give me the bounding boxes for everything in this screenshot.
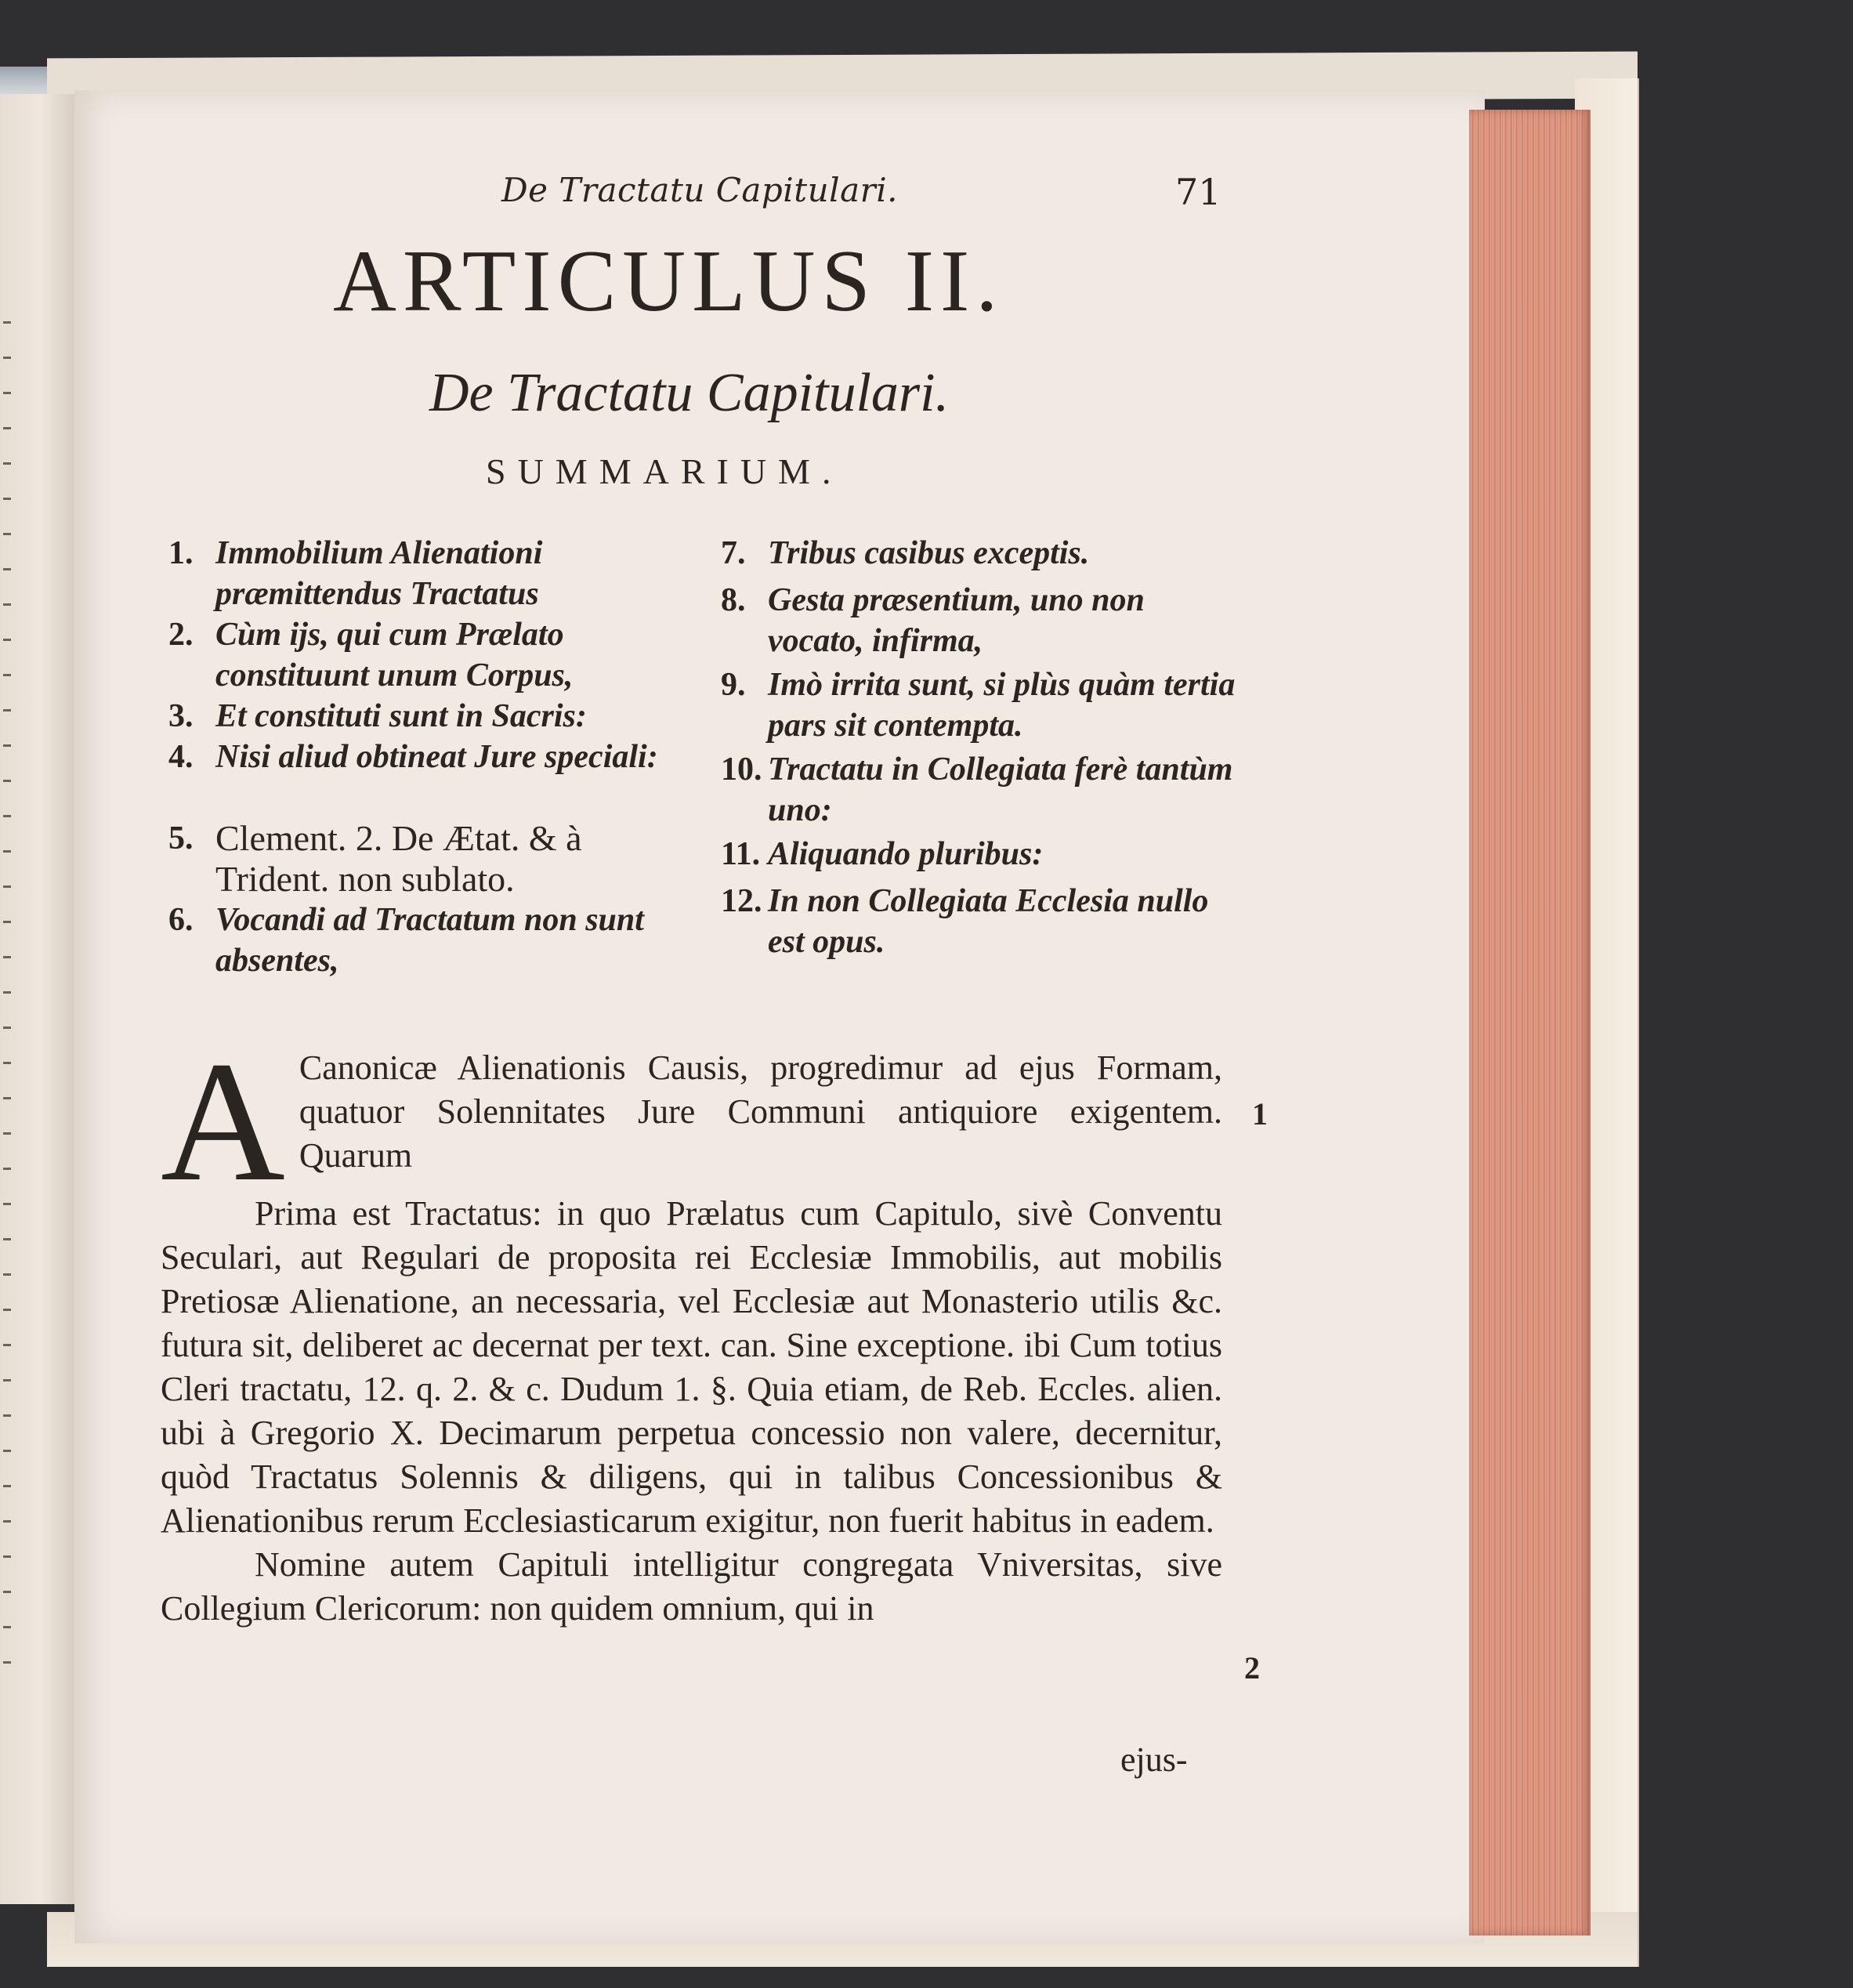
catchword: ejus- [1120,1740,1188,1779]
paragraph-text: Prima est Tractatus: in quo Prælatus cum Capitulo, sivè Conventu Seculari, aut Regulari de proposita rei Ecclesiæ Immobilis, aut mobilis Pretiosæ Alienatione, an necessaria, vel Ecclesiæ aut Monasterio utilis &c. futura sit, deliberet ac decernat per text. can. Sine exceptione. ibi Cum totius Cleri tractatu, 12. q. 2. & c. Dudum 1. §. Quia etiam, de Reb. Eccles. alien. ubi à Gregorio X. Decimarum perpetua concessio non valere, decernitur, quòd Tractatus Solennis & diligens, qui in talibus Concessionibus & Alienationibus rerum Ecclesiasticarum exigitur, non fuerit habitus in eadem. [161,1194,1222,1540]
summary-number: 5. [168,820,194,856]
summary-number: 12. [721,883,762,919]
summary-text: Clement. 2. De Ætat. & à Trident. non sublato. [215,818,582,899]
summary-item [168,696,682,737]
summary-text: Aliquando pluribus: [768,836,1044,872]
summary-column-right [721,533,1238,965]
summary-item [168,818,682,900]
summary-number: 8. [721,582,746,618]
paragraph [161,1192,1222,1543]
summary-item [721,834,1238,881]
summary-item [168,900,682,981]
summary-item [168,533,682,614]
summary-text: Vocandi ad Tractatum non sunt absentes, [215,902,644,979]
summary-item [721,580,1238,664]
running-head: De Tractatu Capitulari. [501,171,898,209]
summary-number: 9. [721,667,746,703]
summary-item [168,614,682,696]
main-text [161,1026,1222,1631]
summary-text: Nisi aliud obtineat Jure speciali: [215,739,658,775]
page-number: 71 [1175,171,1221,213]
summary-number: 4. [168,739,194,775]
left-page-edge [0,94,77,1904]
summary-heading: SUMMARIUM. [486,451,843,491]
summary-number: 10. [721,751,762,788]
summary-item [168,737,682,818]
summary-text: In non Collegiata Ecclesia nullo est opus. [768,883,1209,960]
summary-text: Gesta præsentium, uno non vocato, infirma, [768,582,1145,659]
summary-text: Tractatu in Collegiata ferè tantùm uno: [768,751,1233,828]
summary-number: 7. [721,535,746,571]
article-subtitle: De Tractatu Capitulari. [429,363,950,423]
paragraph-text: Canonicæ Alienationis Causis, progredimur ad ejus Formam, quatuor Solennitates Jure Communi antiquiore exigentem. Quarum [299,1048,1222,1175]
summary-item [721,664,1238,749]
drop-cap: A [161,1026,285,1217]
left-page-show-through [3,321,14,1849]
summary-text: Immobilium Alienationi præmittendus Tractatus [215,535,543,612]
summary-text: Et constituti sunt in Sacris: [215,698,587,734]
paragraph-opening [161,1026,1222,1217]
margin-number: 2 [1244,1650,1260,1686]
summary-item [721,881,1238,965]
summary-number: 2. [168,617,194,653]
summary-text: Imò irrita sunt, si plùs quàm tertia pars sit contempta. [768,667,1236,744]
summary-item [721,749,1238,834]
summary-number: 3. [168,698,194,734]
summary-number: 1. [168,535,194,571]
summary-text: Cùm ijs, qui cum Prælato constituunt unum Corpus, [215,617,574,693]
summary-item [721,533,1238,580]
summary-column-left [168,533,682,981]
margin-number: 1 [1252,1096,1268,1132]
summary-number: 6. [168,902,194,938]
paragraph-text: Nomine autem Capituli intelligitur congregata Vniversitas, sive Collegium Clericorum: non quidem omnium, qui in [161,1545,1222,1628]
summary-text: Tribus casibus exceptis. [768,535,1090,571]
red-fore-edge [1469,110,1591,1935]
summary-number: 11. [721,836,761,872]
article-title: ARTICULUS II. [333,233,1004,330]
paragraph [161,1543,1222,1631]
